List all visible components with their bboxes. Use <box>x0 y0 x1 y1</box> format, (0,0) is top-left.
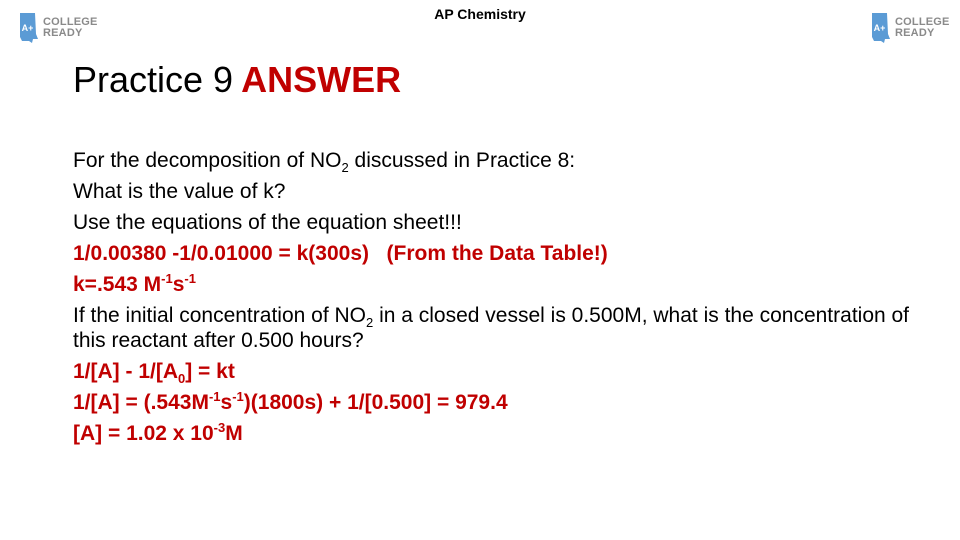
logo-wordmark <box>43 17 98 39</box>
slide-title <box>73 56 401 104</box>
text-run: )(1800s) + 1/[0.500] = 979.4 <box>243 391 508 414</box>
body-line-question-k: What is the value of k? <box>73 180 286 203</box>
slide-body <box>73 145 933 449</box>
text-run: [A] = 1.02 x 10 <box>73 422 214 445</box>
alabama-badge-icon <box>870 12 892 44</box>
body-line-question-intro <box>73 145 933 176</box>
logo-badge-text: A+ <box>873 23 886 33</box>
superscript: -1 <box>161 271 173 286</box>
logo-badge-text: A+ <box>21 23 34 33</box>
logo-wordmark <box>895 17 950 39</box>
superscript: -1 <box>232 389 244 404</box>
college-ready-logo <box>18 12 98 44</box>
course-header: AP Chemistry <box>434 6 526 22</box>
text-run: For the decomposition of NO <box>73 149 342 172</box>
body-line-instruction: Use the equations of the equation sheet!!! <box>73 211 462 234</box>
title-answer-highlight: ANSWER <box>241 59 402 100</box>
text-run: k=.543 M <box>73 273 162 296</box>
subscript: 0 <box>178 371 186 387</box>
text-run: s <box>220 391 233 414</box>
alabama-badge-icon <box>18 12 40 44</box>
subscript: 2 <box>366 315 374 331</box>
superscript: -3 <box>213 420 226 435</box>
body-line-concentration-question <box>73 303 933 353</box>
body-line-final-answer <box>73 418 933 449</box>
college-ready-logo-right <box>870 12 950 44</box>
body-line-k-value <box>73 269 933 300</box>
superscript: -1 <box>184 271 196 286</box>
body-line-rate-calculation: 1/0.00380 -1/0.01000 = k(300s) (From the Data Table!) <box>73 242 608 265</box>
text-run: 1/[A] - 1/[A <box>73 360 178 383</box>
logo-line-1: COLLEGE <box>43 16 98 28</box>
logo-line-2: READY <box>895 27 935 39</box>
text-run: M <box>225 422 243 445</box>
superscript: -1 <box>208 389 221 404</box>
text-run: If the initial concentration of NO <box>73 304 366 327</box>
text-run: discussed in Practice 8: <box>348 149 576 172</box>
body-line-integrated-rate-law <box>73 356 933 387</box>
logo-line-2: READY <box>43 27 83 39</box>
body-line-substitution <box>73 387 933 418</box>
text-run: ] = kt <box>185 360 235 383</box>
title-text: Practice 9 <box>73 59 234 100</box>
subscript: 2 <box>341 160 349 176</box>
text-run: s <box>172 273 185 296</box>
text-run: 1/[A] = (.543M <box>73 391 209 414</box>
logo-line-1: COLLEGE <box>895 16 950 28</box>
text-run: in a closed vessel is 0.500M, what is the concentration of this reactant after 0.500 hours? <box>73 304 910 352</box>
